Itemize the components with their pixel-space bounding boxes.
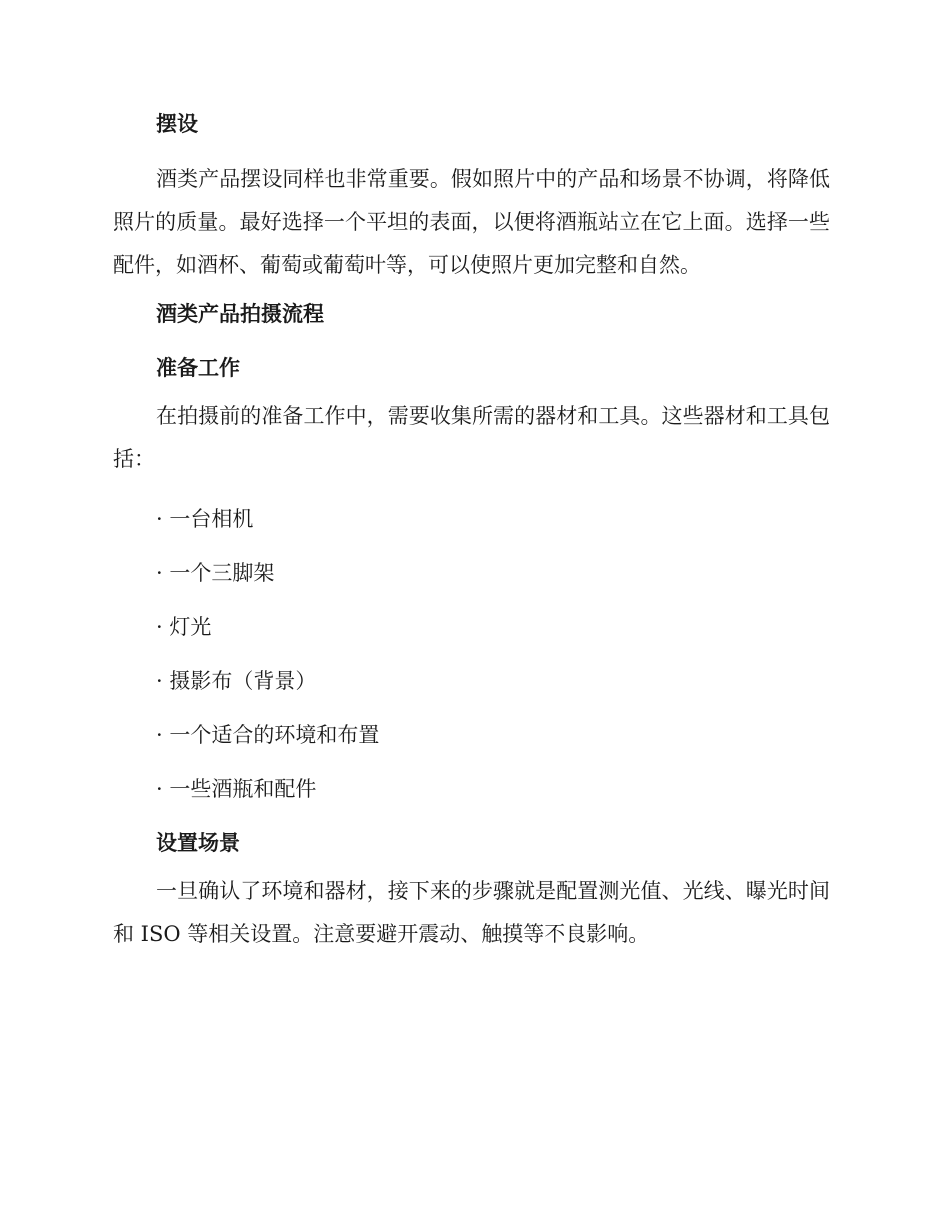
list-item: · 摄影布（背景） <box>156 669 317 693</box>
paragraph-preparation: 在拍摄前的准备工作中，需要收集所需的器材和工具。这些器材和工具包括： <box>113 404 830 471</box>
section-heading-arrangement: 摆设 <box>156 111 198 136</box>
list-item: · 一些酒瓶和配件 <box>156 777 317 801</box>
section-heading-process: 酒类产品拍摄流程 <box>156 301 324 326</box>
list-item: · 一个三脚架 <box>156 561 275 585</box>
list-item: · 一个适合的环境和布置 <box>156 723 380 747</box>
section-heading-preparation: 准备工作 <box>156 355 240 380</box>
section-heading-scene-setup: 设置场景 <box>156 830 240 855</box>
paragraph-scene-setup: 一旦确认了环境和器材，接下来的步骤就是配置测光值、光线、曝光时间和 ISO 等相关设置。注意要避开震动、触摸等不良影响。 <box>113 879 830 946</box>
list-item: · 一台相机 <box>156 507 254 531</box>
paragraph-arrangement: 酒类产品摆设同样也非常重要。假如照片中的产品和场景不协调，将降低照片的质量。最好选择一个平坦的表面，以便将酒瓶站立在它上面。选择一些配件，如酒杯、葡萄或葡萄叶等，可以使照片更加完整和自然。 <box>113 167 830 277</box>
list-item: · 灯光 <box>156 615 212 639</box>
